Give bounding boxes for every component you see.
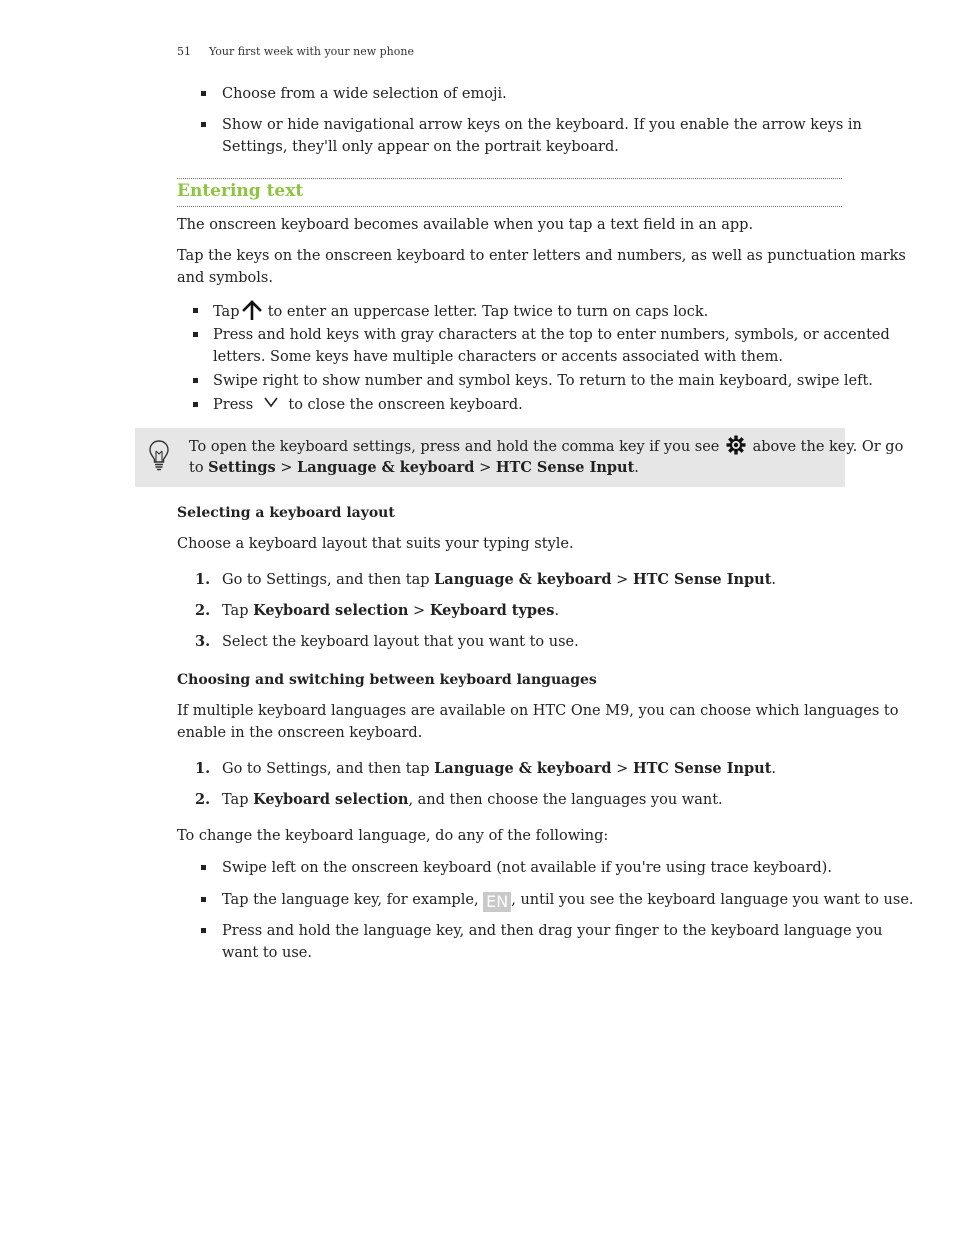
step-number: 2. — [195, 602, 211, 619]
separator: > — [280, 460, 293, 476]
text-run: Tap — [213, 304, 240, 320]
paragraph: The onscreen keyboard becomes available when you tap a text field in an app. — [177, 217, 754, 233]
list-item — [213, 394, 523, 416]
text-run: Tap — [222, 603, 249, 619]
list-item: Swipe right to show number and symbol keys. To return to the main keyboard, swipe left. — [213, 373, 873, 389]
subsection-heading: Choosing and switching between keyboard languages — [177, 672, 597, 688]
list-item: Choose from a wide selection of emoji. — [222, 86, 507, 102]
text-run: . — [771, 572, 777, 588]
tip-text-line — [189, 435, 903, 458]
menu-path-settings: Settings — [208, 459, 276, 476]
list-item-continued: letters. Some keys have multiple characters or accents associated with them. — [213, 349, 783, 365]
tip-text-line — [189, 457, 639, 479]
text-run: . — [554, 603, 560, 619]
text-run: Tap the language key, for example, — [222, 892, 479, 908]
bullet-marker — [193, 378, 198, 383]
menu-path-keyboard-selection: Keyboard selection — [253, 602, 409, 619]
text-run: above the key. Or go — [752, 439, 904, 455]
running-header — [177, 45, 414, 58]
list-item — [222, 889, 914, 912]
step-text — [222, 569, 776, 591]
paragraph: Tap the keys on the onscreen keyboard to enter letters and numbers, as well as punctuation marks — [177, 248, 906, 264]
menu-path-keyboard-selection: Keyboard selection — [253, 791, 409, 808]
bullet-marker — [193, 402, 198, 407]
section-title: Entering text — [177, 181, 304, 201]
menu-path-language: Language & keyboard — [297, 459, 475, 476]
section-heading — [177, 178, 842, 207]
chevron-down-icon — [262, 395, 280, 409]
bullet-marker — [201, 122, 206, 127]
menu-path-keyboard-types: Keyboard types — [429, 602, 555, 619]
text-run: Go to Settings, and then tap — [222, 572, 430, 588]
menu-path-language: Language & keyboard — [434, 760, 612, 777]
tip-box — [135, 428, 904, 487]
chapter-title: Your first week with your new phone — [209, 45, 414, 58]
text-run: . — [634, 460, 639, 476]
bullet-marker — [201, 865, 206, 870]
page-number: 51 — [177, 45, 191, 58]
list-item: Press and hold keys with gray characters at the top to enter numbers, symbols, or accented — [213, 327, 890, 343]
text-run: to close the onscreen keyboard. — [288, 397, 523, 413]
menu-path-htc-sense-input: HTC Sense Input — [495, 459, 635, 476]
step-text: Select the keyboard layout that you want to use. — [222, 634, 579, 650]
bullet-marker — [201, 928, 206, 933]
step-number: 3. — [195, 633, 211, 650]
language-key-icon: EN — [483, 892, 511, 912]
text-run: Tap — [222, 792, 249, 808]
step-text — [222, 789, 723, 811]
bullet-marker — [193, 308, 198, 313]
text-run: to enter an uppercase letter. Tap twice to turn on caps lock. — [267, 304, 709, 320]
step-number: 1. — [195, 571, 211, 588]
list-item-continued: Settings, they'll only appear on the portrait keyboard. — [222, 139, 619, 155]
bullet-marker — [201, 91, 206, 96]
menu-path-htc-sense-input: HTC Sense Input — [632, 760, 772, 777]
separator: > — [413, 603, 426, 619]
step-text — [222, 600, 559, 622]
bullet-marker — [201, 897, 206, 902]
paragraph-continued: enable in the onscreen keyboard. — [177, 725, 423, 741]
list-item: Swipe left on the onscreen keyboard (not available if you're using trace keyboard). — [222, 860, 832, 876]
shift-arrow-icon — [242, 300, 262, 320]
menu-path-htc-sense-input: HTC Sense Input — [632, 571, 772, 588]
separator: > — [479, 460, 492, 476]
step-number: 2. — [195, 791, 211, 808]
bullet-marker — [193, 332, 198, 337]
list-item: Press and hold the language key, and then drag your finger to the keyboard language you — [222, 923, 883, 939]
separator: > — [616, 572, 629, 588]
list-item-continued: want to use. — [222, 945, 312, 961]
gear-icon — [726, 435, 746, 455]
menu-path-language: Language & keyboard — [434, 571, 612, 588]
lightbulb-icon — [148, 439, 170, 471]
list-item: Show or hide navigational arrow keys on the keyboard. If you enable the arrow keys in — [222, 117, 862, 133]
subsection-heading: Selecting a keyboard layout — [177, 505, 395, 521]
text-run: , until you see the keyboard language you want to use. — [511, 892, 914, 908]
step-text — [222, 758, 776, 780]
paragraph: To change the keyboard language, do any of the following: — [177, 828, 609, 844]
paragraph: Choose a keyboard layout that suits your typing style. — [177, 536, 574, 552]
text-run: Press — [213, 397, 254, 413]
text-run: . — [771, 761, 777, 777]
paragraph-continued: and symbols. — [177, 270, 273, 286]
text-run: To open the keyboard settings, press and hold the comma key if you see — [189, 439, 720, 455]
separator: > — [616, 761, 629, 777]
text-run: , and then choose the languages you want. — [408, 792, 723, 808]
list-item — [213, 300, 708, 323]
step-number: 1. — [195, 760, 211, 777]
text-run: to — [189, 460, 204, 476]
text-run: Go to Settings, and then tap — [222, 761, 430, 777]
paragraph: If multiple keyboard languages are available on HTC One M9, you can choose which languages to — [177, 703, 899, 719]
